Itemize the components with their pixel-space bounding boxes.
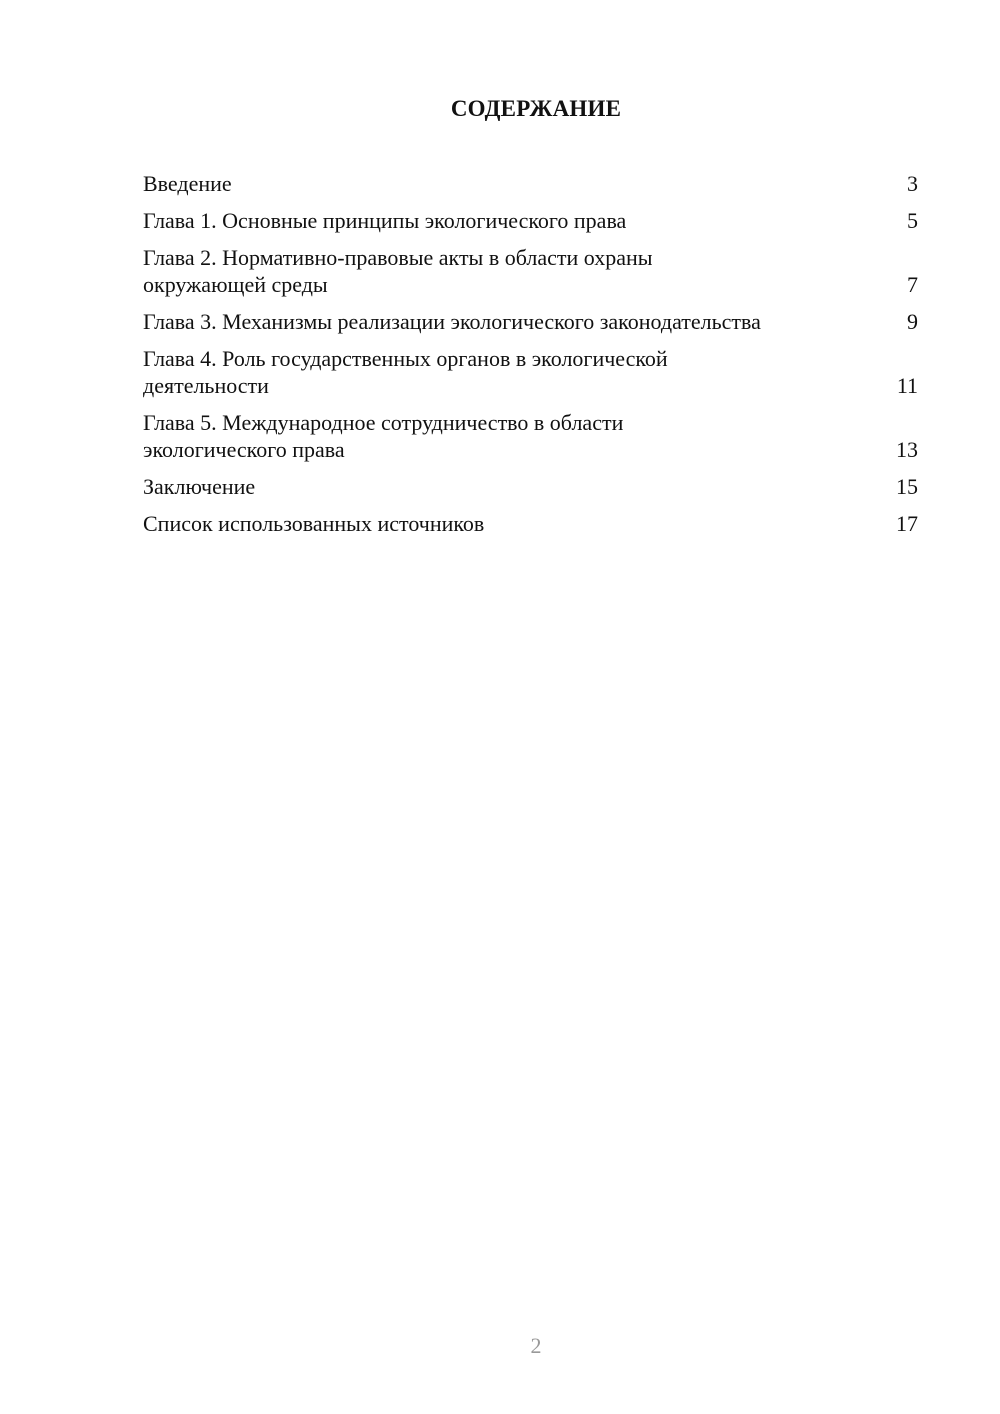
toc-entry-title: Заключение xyxy=(143,474,256,499)
toc-entry-title: Список использованных источников xyxy=(143,511,485,536)
toc-entry xyxy=(143,170,918,197)
page-title: СОДЕРЖАНИЕ xyxy=(450,96,622,121)
toc-entry-title: Глава 2. Нормативно-правовые акты в области охраны окружающей среды xyxy=(143,245,653,297)
table-of-contents xyxy=(143,170,918,547)
toc-entry-title: Глава 4. Роль государственных органов в экологической деятельности xyxy=(143,346,668,398)
toc-entry xyxy=(143,308,918,335)
toc-entry-title: Глава 3. Механизмы реализации экологического законодательства xyxy=(143,309,761,334)
toc-entry xyxy=(143,473,918,500)
toc-entry-page: 17 xyxy=(896,511,918,536)
page-number: 2 xyxy=(530,1333,542,1358)
toc-entry-title: Введение xyxy=(143,171,232,196)
toc-entry-page: 11 xyxy=(896,373,918,398)
toc-entry-page: 15 xyxy=(896,474,918,499)
toc-entry-page: 9 xyxy=(907,309,918,334)
toc-entry-page: 13 xyxy=(896,437,918,462)
toc-entry xyxy=(143,244,918,298)
toc-entry xyxy=(143,510,918,537)
toc-entry xyxy=(143,207,918,234)
toc-entry xyxy=(143,345,918,399)
toc-entry-page: 7 xyxy=(907,272,918,297)
toc-entry-title: Глава 1. Основные принципы экологического права xyxy=(143,208,627,233)
toc-entry-page: 5 xyxy=(907,208,918,233)
toc-entry xyxy=(143,409,918,463)
toc-entry-page: 3 xyxy=(907,171,918,196)
toc-entry-title: Глава 5. Международное сотрудничество в области экологического права xyxy=(143,410,624,462)
